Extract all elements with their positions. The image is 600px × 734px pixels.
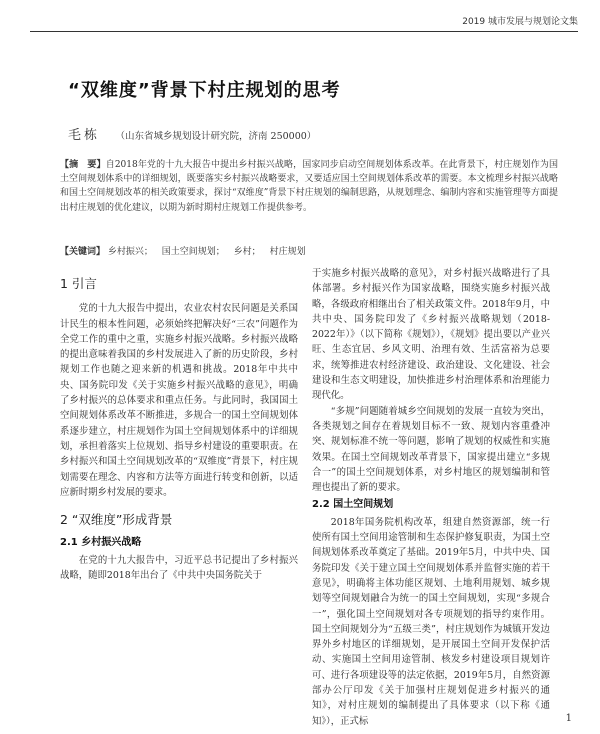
body-paragraph: 于实施乡村振兴战略的意见》，对乡村振兴战略进行了具体部署。乡村振兴作为国家战略，围绕实施乡村振兴战略，各级政府相继出台了相关政策文件。2018年9月，中共中央、国务院印发了《乡村振兴战略规划（2018-2022年）》（以下简称《规划》），《规划》提出要以产业兴旺、生态宜居、乡风文明、治理有效、生活富裕为总要求，统筹推进农村经济建设、政治建设、文化建设、社会建设和生态文明建设，加快推进乡村治理体系和治理能力现代化。 bbox=[312, 268, 550, 402]
body-paragraph: 党的十九大报告中提出，农业农村农民问题是关系国计民生的根本性问题，必须始终把解决好“三农”问题作为全党工作的重中之重，实施乡村振兴战略。乡村振兴战略的提出意味着我国的乡村发展进入了新的历史阶段，乡村规划工作也随之迎来新的机遇和挑战。2018年中共中央、国务院印发《关于实施乡村振兴战略的意见》，明确了乡村振兴的总体要求和重点任务。与此同时，我国国土空间规划体系改革不断推进，多规合一的国土空间规划体系逐步建立，村庄规划作为国土空间规划体系中的详细规划，承担着落实上位规划、指导乡村建设的重要职责。在乡村振兴和国土空间规划改革的“双维度”背景下，村庄规划需要在理念、内容和方法等方面进行转变和创新，以适应新时期乡村发展的要求。 bbox=[60, 303, 298, 498]
keyword: 国土空间规划； bbox=[161, 247, 225, 257]
author-affiliation: （山东省城乡规划设计研究院，济南 250000） bbox=[115, 131, 317, 142]
keyword: 乡村； bbox=[233, 247, 261, 257]
left-column bbox=[60, 266, 298, 583]
section-2-2-heading: 2.2 国土空间规划 bbox=[312, 499, 394, 511]
abstract-text: 自2018年党的十九大报告中提出乡村振兴战略，国家同步启动空间规划体系改革。在此背景下，村庄规划作为国土空间规划体系中的详细规划，既要落实乡村振兴战略要求，又要适应国土空间规划体系改革的需要。本文梳理乡村振兴战略和国土空间规划改革的相关政策要求，探讨“双维度”背景下村庄规划的编制思路，从规划理念、编制内容和实施管理等方面提出村庄规划的优化建议，以期为新时期村庄规划工作提供参考。 bbox=[60, 160, 558, 213]
keyword: 村庄规划 bbox=[269, 247, 306, 257]
running-header bbox=[30, 14, 578, 32]
keywords-label: 【关键词】 bbox=[60, 247, 106, 257]
page-number: 1 bbox=[565, 713, 572, 724]
section-2-heading: 2 “双维度”形成背景 bbox=[60, 512, 173, 528]
paper-title: “双维度”背景下村庄规划的思考 bbox=[68, 80, 341, 101]
section-2-1-heading: 2.1 乡村振兴战略 bbox=[60, 537, 142, 549]
keyword: 乡村振兴； bbox=[107, 247, 153, 257]
keywords bbox=[60, 244, 558, 257]
body-paragraph: “多规”问题随着城乡空间规划的发展一直较为突出，各类规划之间存在着规划目标不一致、规划内容重叠冲突、规划标准不统一等问题，影响了规划的权威性和实施效果。在国土空间规划改革背景下，国家提出建立“多规合一”的国土空间规划体系，对乡村地区的规划编制和管理也提出了新的要求。 bbox=[312, 405, 550, 494]
right-column bbox=[312, 266, 550, 729]
author-line bbox=[68, 124, 316, 143]
abstract bbox=[60, 158, 558, 215]
body-paragraph: 2018年国务院机构改革，组建自然资源部，统一行使所有国土空间用途管制和生态保护修复职责，为国土空间规划体系改革奠定了基础。2019年5月，中共中央、国务院印发《关于建立国土空间规划体系并监督实施的若干意见》，明确将主体功能区规划、土地利用规划、城乡规划等空间规划融合为统一的国土空间规划，实现“多规合一”，强化国土空间规划对各专项规划的指导约束作用。国土空间规划分为“五级三类”，村庄规划作为城镇开发边界外乡村地区的详细规划，是开展国土空间开发保护活动、实施国土空间用途管制、核发乡村建设项目规划许可、进行各项建设等的法定依据，2019年5月，自然资源部办公厅印发《关于加强村庄规划促进乡村振兴的通知》，对村庄规划的编制提出了具体要求（以下称《通知》），正式标 bbox=[312, 516, 550, 727]
author-name: 毛栋 bbox=[68, 128, 101, 143]
abstract-label: 【摘 要】 bbox=[60, 160, 106, 170]
section-1-heading: 1 引言 bbox=[60, 276, 97, 291]
header-rule bbox=[30, 31, 578, 32]
body-paragraph: 在党的十九大报告中，习近平总书记提出了乡村振兴战略，随即2018年出台了《中共中央国务院关于 bbox=[60, 554, 298, 582]
running-header-text: 2019 城市发展与规划论文集 bbox=[462, 17, 578, 27]
